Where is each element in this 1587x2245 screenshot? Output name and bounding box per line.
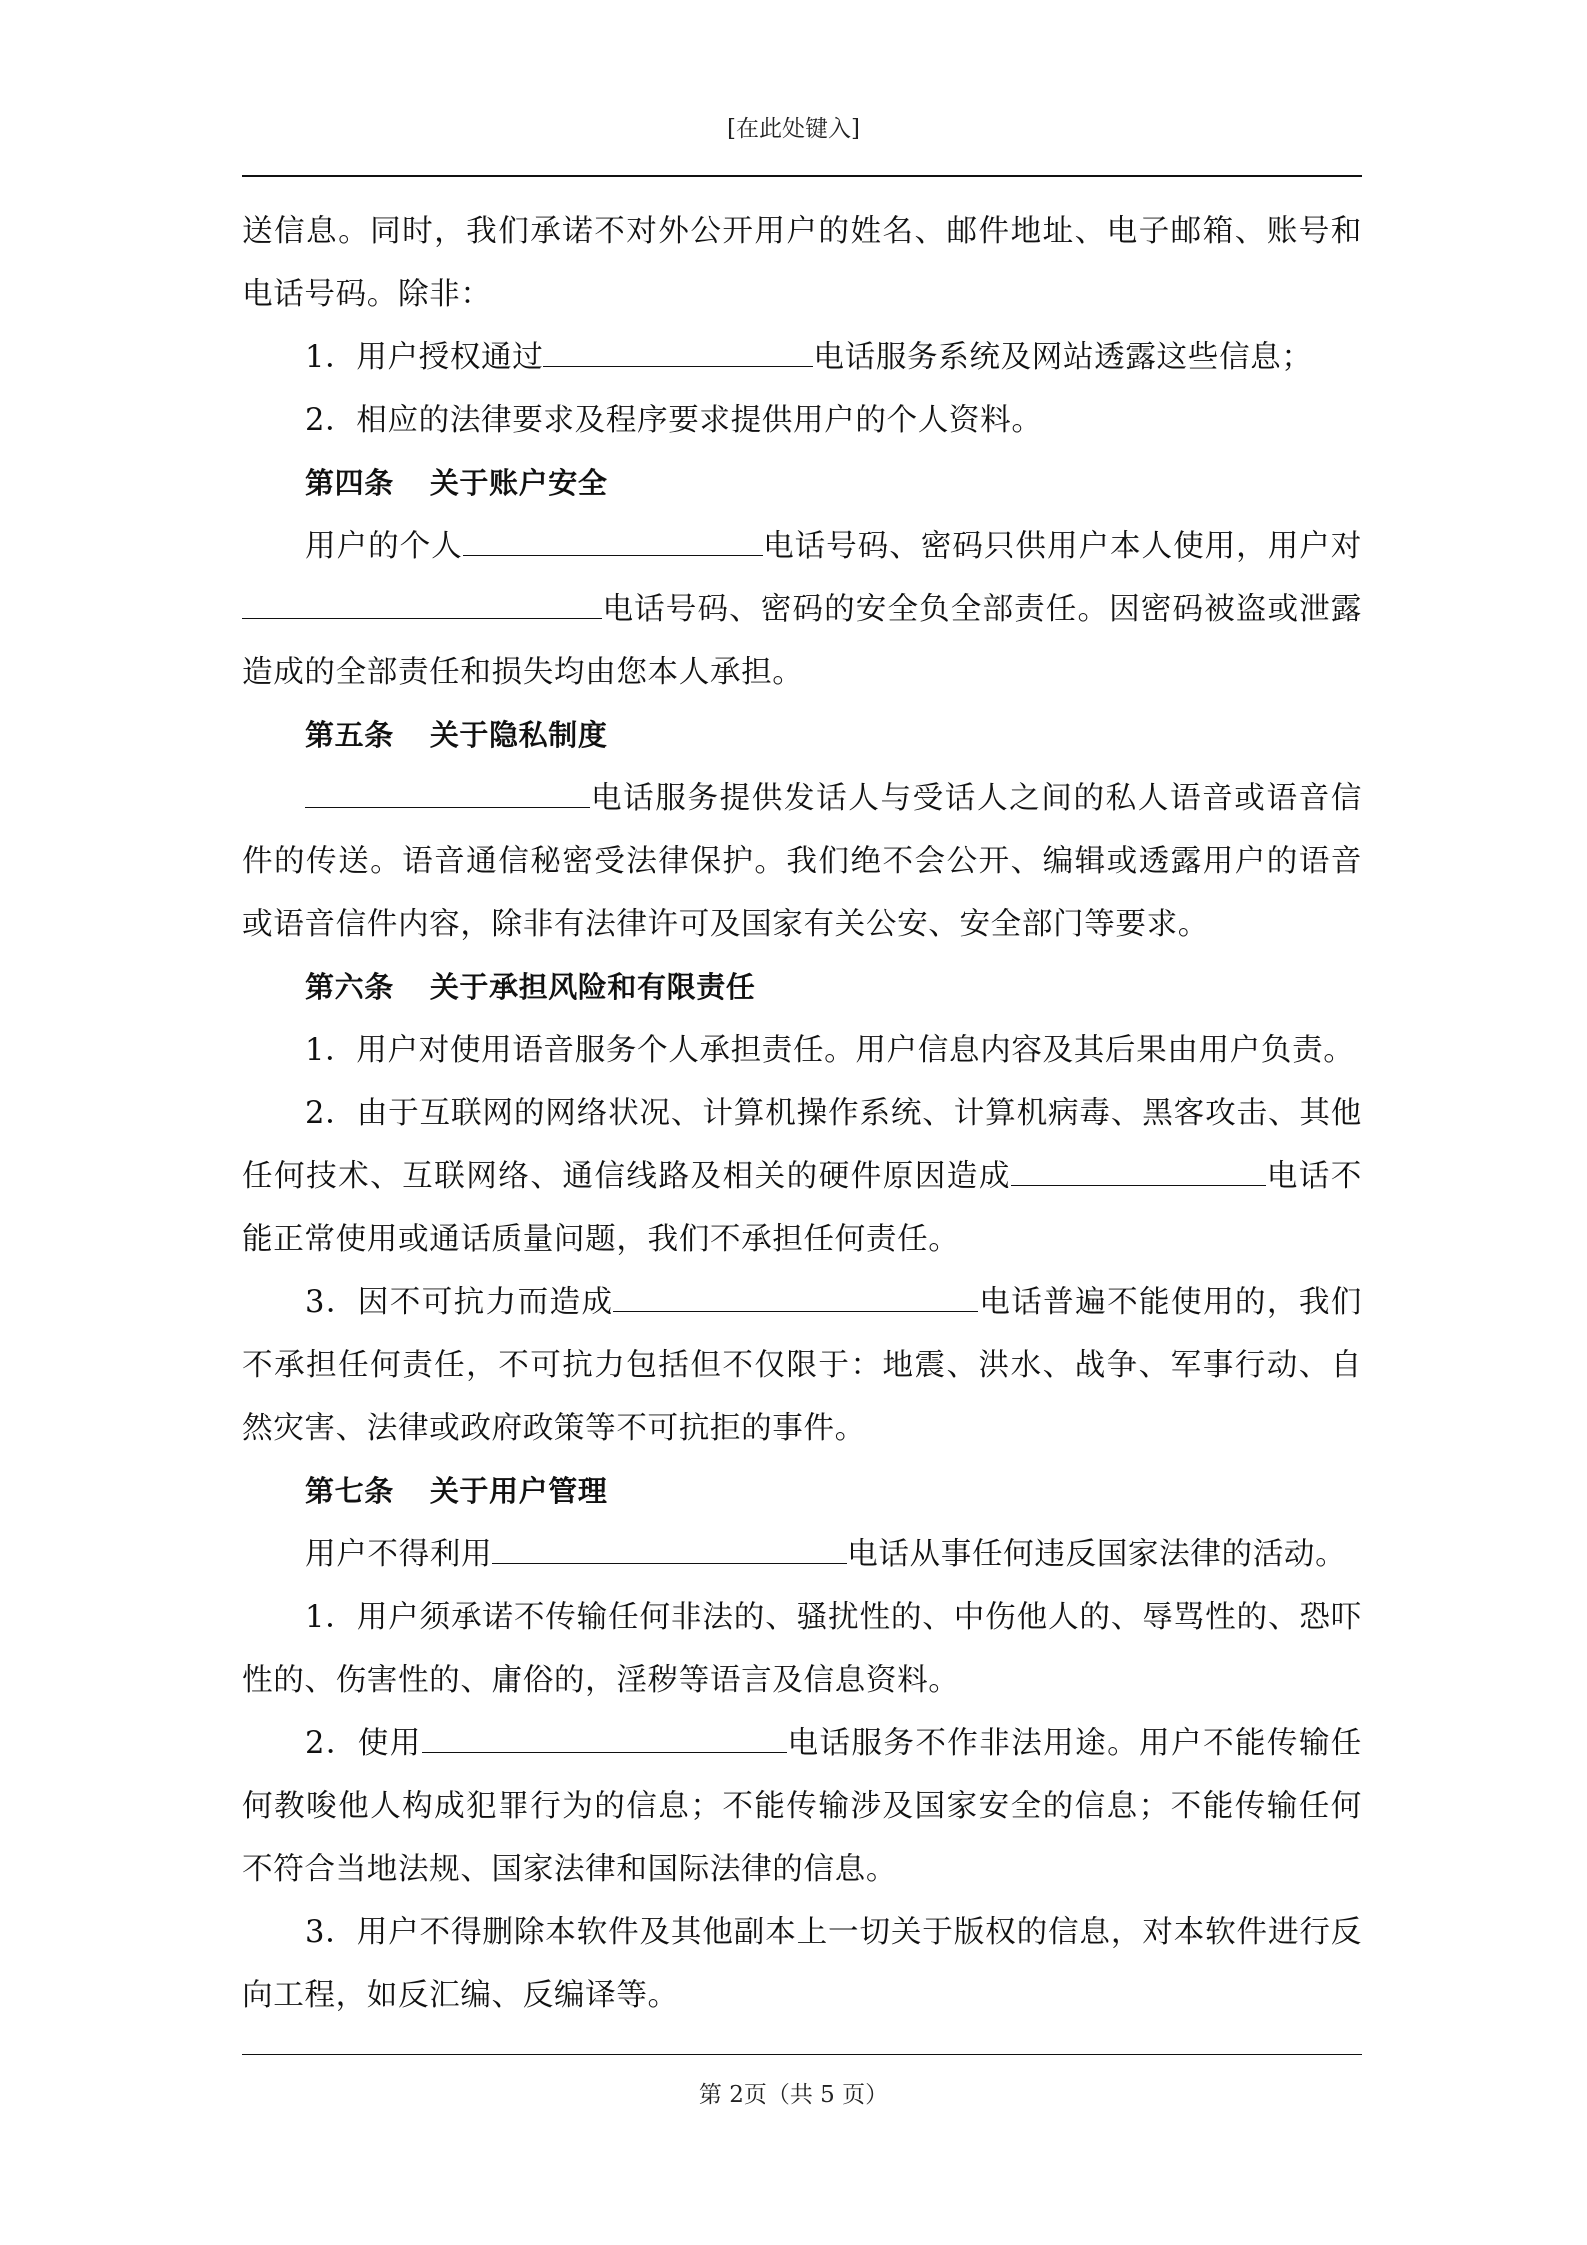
paragraph-text: 3．因不可抗力而造成 xyxy=(305,1285,614,1320)
paragraph xyxy=(242,389,1362,452)
paragraph-text: 电话服务提供发话人与受话人之间的私人语音或语音信件的传送。语音通信秘密受法律保护。我们绝不会公开、编辑或透露用户的语音或语音信件内容，除非有法律许可及国家有关公安、安全部门等要求。 xyxy=(242,781,1362,942)
blank-field xyxy=(305,777,590,808)
paragraph xyxy=(242,1586,1362,1712)
paragraph xyxy=(242,1019,1362,1082)
section-heading xyxy=(242,704,1362,767)
section-number: 第六条 xyxy=(305,970,394,1004)
blank-field xyxy=(242,588,602,619)
paragraph-text: 电话普遍不能使用的，我们不承担任何责任，不可抗力包括但不仅限于：地震、洪水、战争、军事行动、自然灾害、法律或政府政策等不可抗拒的事件。 xyxy=(242,1285,1363,1446)
paragraph-text: 电话号码、密码只供用户本人使用，用户对 xyxy=(762,529,1363,564)
paragraph-text: 用户的个人 xyxy=(305,529,463,564)
page-header: [在此处键入] xyxy=(727,116,860,142)
paragraph xyxy=(242,1901,1362,2027)
blank-field xyxy=(1011,1155,1266,1186)
paragraph-text: 电话号码、密码的安全负全部责任。因密码被盗或泄露造成的全部责任和损失均由您本人承担。 xyxy=(242,592,1362,690)
blank-field xyxy=(463,525,763,556)
section-title: 关于隐私制度 xyxy=(429,718,608,752)
paragraph xyxy=(242,1523,1362,1586)
header-rule xyxy=(242,175,1362,177)
page-footer: 第 2页（共 5 页） xyxy=(698,2082,889,2108)
section-heading xyxy=(242,452,1362,515)
blank-field xyxy=(543,336,813,367)
paragraph xyxy=(242,1271,1362,1460)
paragraph-text: 电话从事任何违反国家法律的活动。 xyxy=(847,1537,1347,1572)
section-heading xyxy=(242,956,1362,1019)
blank-field xyxy=(422,1722,787,1753)
paragraph-text: 用户不得利用 xyxy=(305,1537,493,1572)
paragraph xyxy=(242,1712,1362,1901)
paragraph-text: 2．由于互联网的网络状况、计算机操作系统、计算机病毒、黑客攻击、其他任何技术、互联网络、通信线路及相关的硬件原因造成 xyxy=(242,1096,1362,1194)
paragraph-text: 2．相应的法律要求及程序要求提供用户的个人资料。 xyxy=(305,403,1043,438)
paragraph-text: 1．用户须承诺不传输任何非法的、骚扰性的、中伤他人的、辱骂性的、恐吓性的、伤害性的、庸俗的，淫秽等语言及信息资料。 xyxy=(242,1600,1362,1698)
paragraph xyxy=(242,515,1362,704)
paragraph-text: 2．使用 xyxy=(305,1726,422,1761)
paragraph xyxy=(242,1082,1362,1271)
paragraph-text: 1．用户授权通过 xyxy=(305,340,544,375)
paragraph xyxy=(242,767,1362,956)
paragraph xyxy=(242,200,1362,326)
section-heading xyxy=(242,1460,1362,1523)
paragraph-text: 电话服务系统及网站透露这些信息； xyxy=(813,340,1313,375)
paragraph-text: 电话不能正常使用或通话质量问题，我们不承担任何责任。 xyxy=(242,1159,1362,1257)
paragraph xyxy=(242,326,1362,389)
section-title: 关于承担风险和有限责任 xyxy=(429,970,756,1004)
section-title: 关于账户安全 xyxy=(429,466,608,500)
document-body xyxy=(242,200,1362,2027)
blank-field xyxy=(613,1281,978,1312)
section-number: 第七条 xyxy=(305,1474,394,1508)
paragraph-text: 电话服务不作非法用途。用户不能传输任何教唆他人构成犯罪行为的信息；不能传输涉及国家安全的信息；不能传输任何不符合当地法规、国家法律和国际法律的信息。 xyxy=(242,1726,1362,1887)
paragraph-text: 送信息。同时，我们承诺不对外公开用户的姓名、邮件地址、电子邮箱、账号和电话号码。除非： xyxy=(242,214,1362,312)
section-number: 第四条 xyxy=(305,466,394,500)
section-title: 关于用户管理 xyxy=(429,1474,608,1508)
paragraph-text: 1．用户对使用语音服务个人承担责任。用户信息内容及其后果由用户负责。 xyxy=(305,1033,1355,1068)
footer-rule xyxy=(242,2054,1362,2055)
paragraph-text: 3．用户不得删除本软件及其他副本上一切关于版权的信息，对本软件进行反向工程，如反汇编、反编译等。 xyxy=(242,1915,1362,2013)
section-number: 第五条 xyxy=(305,718,394,752)
blank-field xyxy=(492,1533,847,1564)
